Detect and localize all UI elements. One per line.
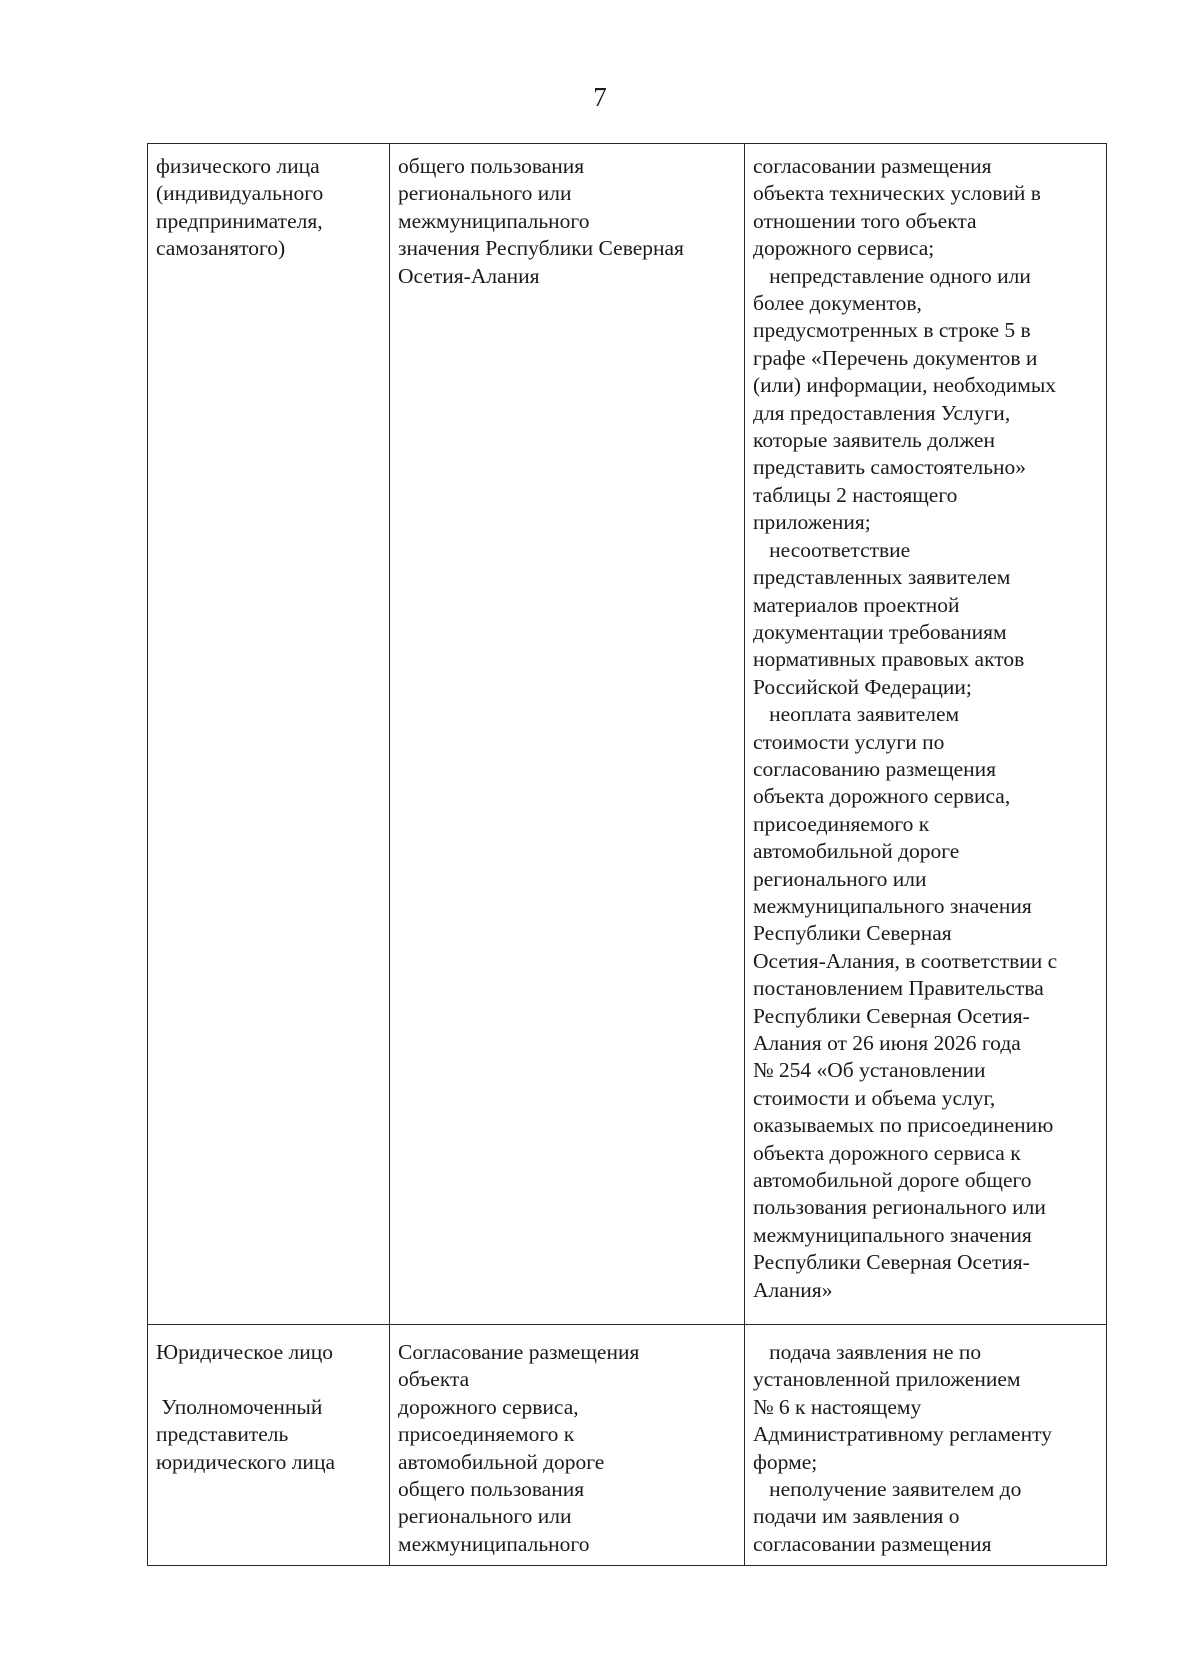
service-cell xyxy=(390,1325,745,1566)
cell-text-line: присоединяемого к xyxy=(398,1422,575,1447)
cell-text-line: представленных заявителем xyxy=(753,565,1011,590)
table-row xyxy=(148,1325,1107,1566)
cell-text-line: пользования регионального или xyxy=(753,1195,1046,1220)
cell-text-line: согласовании размещения xyxy=(753,154,992,178)
service-cell xyxy=(390,144,745,1325)
cell-text-line: Согласование размещения xyxy=(398,1340,640,1364)
cell-text-line: предусмотренных в строке 5 в xyxy=(753,318,1031,343)
cell-text-line: документации требованиям xyxy=(753,619,1007,644)
cell-text-line: Алания от 26 июня 2026 года xyxy=(753,1031,1021,1055)
cell-text-line: неоплата заявителем xyxy=(753,702,960,727)
document-table xyxy=(147,143,1107,1566)
cell-text-line: объекта xyxy=(398,1367,470,1392)
cell-text-line: регионального или xyxy=(398,1504,572,1529)
grounds-cell xyxy=(745,1325,1107,1566)
cell-text-line: Административному регламенту xyxy=(753,1422,1052,1447)
cell-text-line: дорожного сервиса; xyxy=(753,236,935,261)
cell-text-line: приложения; xyxy=(753,510,871,535)
cell-text-line: подача заявления не по xyxy=(753,1340,982,1364)
cell-text-line: форме; xyxy=(753,1449,818,1474)
cell-text-line: № 6 к настоящему xyxy=(753,1394,922,1419)
cell-text-line: самозанятого) xyxy=(156,236,286,261)
cell-text-line: значения Республики Северная xyxy=(398,236,684,261)
cell-text-line: для предоставления Услуги, xyxy=(753,400,1011,425)
cell-text-line: предпринимателя, xyxy=(156,208,323,233)
cell-text-line: отношении того объекта xyxy=(753,208,977,233)
applicant-cell xyxy=(148,1325,390,1566)
cell-text-line: представить самостоятельно» xyxy=(753,455,1027,480)
cell-text-line: физического лица xyxy=(156,154,320,178)
cell-text-line: постановлением Правительства xyxy=(753,976,1044,1001)
table-row xyxy=(148,144,1107,1325)
cell-text-line: таблицы 2 настоящего xyxy=(753,482,958,507)
cell-text-line: несоответствие xyxy=(753,537,911,562)
cell-text-line: Осетия-Алания xyxy=(398,263,540,288)
cell-text-line: автомобильной дороге xyxy=(753,839,960,864)
cell-text-line: (или) информации, необходимых xyxy=(753,373,1057,398)
applicant-cell xyxy=(148,144,390,1325)
cell-text-line: согласованию размещения xyxy=(753,756,997,781)
cell-text-line: автомобильной дороге общего xyxy=(753,1168,1032,1193)
cell-text-line: межмуниципального xyxy=(398,1531,590,1556)
cell-text-line: Российской Федерации; xyxy=(753,674,972,699)
cell-text-line xyxy=(156,1366,383,1393)
cell-text-line: Осетия-Алания, в соответствии с xyxy=(753,948,1058,973)
cell-text-line: дорожного сервиса, xyxy=(398,1394,579,1419)
page-number: 7 xyxy=(593,82,607,112)
cell-text-line: межмуниципального значения xyxy=(753,1222,1032,1247)
cell-text-line: подачи им заявления о xyxy=(753,1504,960,1529)
cell-text-line: автомобильной дороге xyxy=(398,1449,605,1474)
cell-text-line: общего пользования xyxy=(398,1477,585,1502)
cell-text-line: более документов, xyxy=(753,291,922,316)
cell-text-line: Юридическое лицо xyxy=(156,1340,334,1364)
cell-text-line: согласовании размещения xyxy=(753,1531,992,1556)
cell-text-line: Алания» xyxy=(753,1277,833,1302)
cell-text-line: материалов проектной xyxy=(753,592,960,617)
cell-text-line: графе «Перечень документов и xyxy=(753,345,1038,370)
cell-text-line: стоимости и объема услуг, xyxy=(753,1085,996,1110)
cell-text-line: представитель xyxy=(156,1422,289,1447)
cell-text-line: межмуниципального значения xyxy=(753,893,1032,918)
cell-text-line: установленной приложением xyxy=(753,1367,1021,1392)
cell-text-line: Республики Северная Осетия- xyxy=(753,1003,1030,1028)
cell-text-line: Республики Северная Осетия- xyxy=(753,1250,1030,1275)
cell-text-line: присоединяемого к xyxy=(753,811,930,836)
cell-text-line: Республики Северная xyxy=(753,921,952,946)
cell-text-line: стоимости услуги по xyxy=(753,729,945,754)
cell-text-line: объекта дорожного сервиса к xyxy=(753,1140,1021,1165)
cell-text-line: неполучение заявителем до xyxy=(753,1477,1022,1502)
cell-text-line: которые заявитель должен xyxy=(753,428,995,453)
cell-text-line: № 254 «Об установлении xyxy=(753,1058,986,1083)
cell-text-line: объекта технических условий в xyxy=(753,181,1041,206)
cell-text-line: регионального или xyxy=(398,181,572,206)
cell-text-line: нормативных правовых актов xyxy=(753,647,1025,672)
cell-text-line: межмуниципального xyxy=(398,208,590,233)
cell-text-line: Уполномоченный xyxy=(156,1394,323,1419)
cell-text-line: (индивидуального xyxy=(156,181,324,206)
cell-text-line: юридического лица xyxy=(156,1449,335,1474)
grounds-cell xyxy=(745,144,1107,1325)
cell-text-line: регионального или xyxy=(753,866,927,891)
cell-text-line: оказываемых по присоединению xyxy=(753,1113,1054,1138)
cell-text-line: непредставление одного или xyxy=(753,263,1031,288)
cell-text-line: объекта дорожного сервиса, xyxy=(753,784,1011,809)
cell-text-line: общего пользования xyxy=(398,154,585,178)
